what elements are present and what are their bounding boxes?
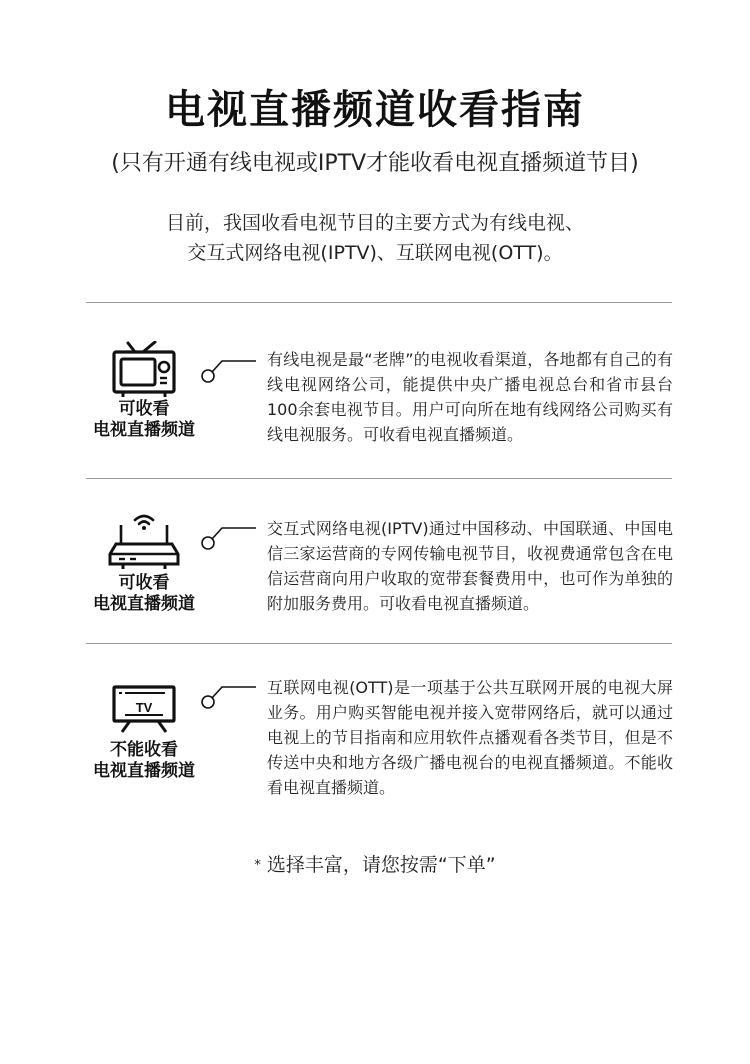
intro-line-1: 目前，我国收看电视节目的主要方式为有线电视、 bbox=[165, 212, 584, 234]
intro-line-2: 交互式网络电视(IPTV)、互联网电视(OTT)。 bbox=[187, 242, 563, 264]
iptv-label bbox=[86, 573, 202, 615]
connector-line-icon bbox=[198, 684, 258, 710]
cable-tv-description: 有线电视是最“老牌”的电视收看渠道，各地都有自己的有线电视网络公司，能提供中央广播电视总台和省市县台100余套电视节目。用户可向所在地有线网络公司购买有线电视服务。可收看电视直播频道。 bbox=[267, 350, 673, 444]
ott-label bbox=[86, 740, 202, 782]
footer-note bbox=[0, 850, 750, 877]
retro-tv-icon bbox=[108, 341, 180, 399]
section-iptv bbox=[0, 479, 750, 639]
page-subtitle: (只有开通有线电视或IPTV才能收看电视直播频道节目) bbox=[111, 151, 639, 176]
page-title: 电视直播频道收看指南 bbox=[165, 87, 585, 133]
star-icon: * bbox=[254, 858, 261, 873]
section-cable-tv bbox=[0, 303, 750, 463]
connector-line-icon bbox=[198, 358, 258, 384]
cable-tv-label-line-1: 可收看 bbox=[118, 399, 170, 419]
cable-tv-label bbox=[86, 399, 202, 441]
connector-line-icon bbox=[198, 525, 258, 551]
cable-tv-label-line-2: 电视直播频道 bbox=[93, 420, 195, 440]
router-icon bbox=[108, 511, 180, 573]
smart-tv-icon bbox=[108, 684, 180, 736]
iptv-description: 交互式网络电视(IPTV)通过中国移动、中国联通、中国电信三家运营商的专网传输电视节目，收视费通常包含在电信运营商向用户收取的宽带套餐费用中，也可作为单独的附加服务费用。可收看电视直播频道。 bbox=[267, 519, 673, 613]
section-ott bbox=[0, 644, 750, 804]
footer-text: 选择丰富，请您按需“下单” bbox=[266, 854, 496, 876]
iptv-label-line-2: 电视直播频道 bbox=[93, 594, 195, 614]
iptv-icon-group bbox=[86, 511, 202, 615]
tv-icon-text: TV bbox=[135, 700, 153, 715]
ott-icon-group bbox=[86, 684, 202, 782]
ott-description: 互联网电视(OTT)是一项基于公共互联网开展的电视大屏业务。用户购买智能电视并接入宽带网络后，就可以通过电视上的节目指南和应用软件点播观看各类节目，但是不传送中央和地方各级广播电视台的电视直播频道。不能收看电视直播频道。 bbox=[267, 678, 673, 797]
cable-tv-icon-group bbox=[86, 341, 202, 441]
iptv-label-line-1: 可收看 bbox=[118, 573, 170, 593]
ott-label-line-2: 电视直播频道 bbox=[93, 761, 195, 781]
ott-label-line-1: 不能收看 bbox=[110, 740, 178, 760]
intro-text bbox=[0, 208, 750, 268]
